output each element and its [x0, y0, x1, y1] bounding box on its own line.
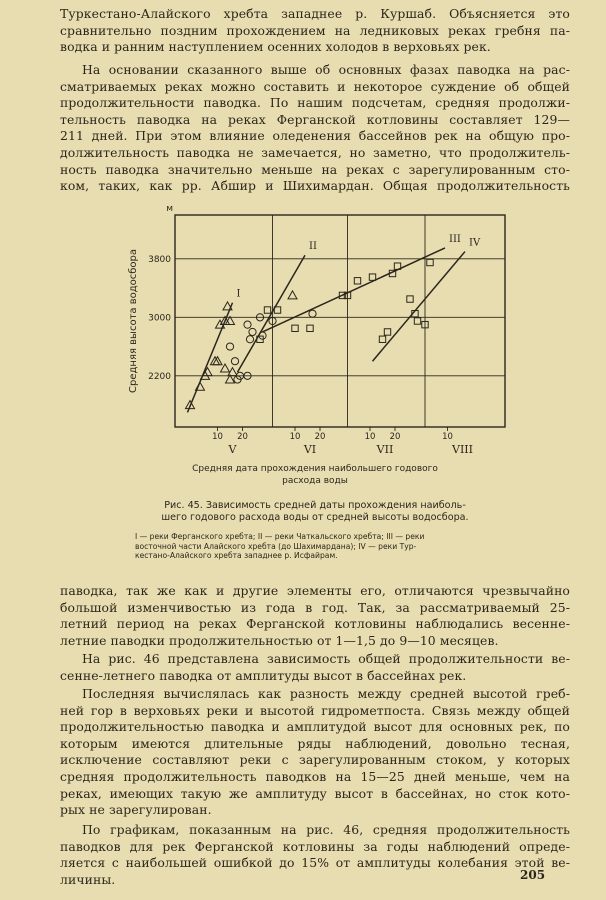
top-paragraph	[60, 6, 570, 56]
circle-point	[244, 321, 251, 328]
text-line: 211 дней. При этом влияние оледенения бассейнов рек на общую про-	[60, 128, 570, 144]
y-axis-title: Средняя высота водосбора	[128, 249, 139, 393]
x-tick-label: 20	[389, 432, 401, 442]
square-point	[414, 318, 420, 324]
y-tick-label: 3800	[148, 254, 171, 265]
circle-point	[249, 328, 256, 335]
scatter-chart	[120, 195, 510, 467]
x-axis-title-line-2: расхода воды	[282, 476, 348, 486]
square-point	[307, 325, 313, 331]
x-tick-label: 10	[212, 432, 223, 442]
figure-caption	[135, 500, 495, 524]
text-line: паводков для рек Ферганской котловины за годы наблюдений опреде-	[60, 838, 570, 854]
circle-point	[231, 358, 238, 365]
fit-line-label: II	[309, 241, 317, 253]
square-point	[369, 274, 375, 280]
x-axis-title-line-1: Средняя дата прохождения наибольшего годового	[192, 464, 438, 474]
text-line: которым имеются длительные ряды наблюдений, довольно тесная,	[60, 735, 570, 751]
text-line: ней гор в верховьях реки и высотой гидрометпоста. Связь между общей	[60, 702, 570, 718]
text-line: сравнительно поздним прохождением на ледниковых реках гребня па-	[60, 22, 570, 38]
fit-line-i	[188, 303, 233, 413]
legend-line: кестано-Алайского хребта западнее р. Исфайрам.	[135, 551, 338, 561]
square-point	[354, 278, 360, 284]
square-point	[292, 325, 298, 331]
circle-point	[246, 336, 253, 343]
square-point	[427, 259, 433, 265]
y-unit-label: м	[166, 204, 173, 214]
text-line: реках, имеющих такую же амплитуду высот в бассейнах, но сток кото-	[60, 785, 570, 801]
text-line: По графикам, показанным на рис. 46, средняя продолжительность	[82, 822, 570, 837]
text-line: паводка, так же как и другие элементы его, отличаются чрезвычайно	[60, 583, 570, 598]
text-line: сенне-летнего паводка от амплитуды высот в бассейнах рек.	[60, 667, 467, 683]
text-line: Последняя вычислялась как разность между средней высотой греб-	[82, 686, 570, 701]
text-line: рых не зарегулирован.	[60, 802, 212, 818]
figure-legend	[135, 532, 495, 561]
text-line: исключение составляют реки с зарегулированным стоком, у которых	[60, 752, 570, 768]
page-number: 205	[520, 868, 546, 882]
x-axis-title	[175, 463, 455, 487]
x-tick-label: 10	[442, 432, 453, 442]
text-line: ком, таких, как рр. Абшир и Шихимардан. Общая продолжительность	[60, 178, 570, 194]
fit-line-iv	[373, 252, 466, 362]
circle-point	[309, 310, 316, 317]
second-paragraph	[60, 62, 570, 195]
square-point	[264, 307, 270, 313]
text-line: ность паводка значительно меньше на реках с зарегулированным сто-	[60, 161, 570, 177]
x-tick-label: 20	[237, 432, 248, 442]
text-line: тельность паводка на реках Ферганской котловины составляет 129—	[60, 111, 570, 127]
text-line: На рис. 46 представлена зависимость общей продолжительности ве-	[82, 651, 570, 666]
fit-line-label: III	[449, 233, 461, 245]
text-line: продолжительностью паводка и амплитудой высот для основных рек, по	[60, 719, 570, 735]
figure-caption-line-1: Рис. 45. Зависимость средней даты прохождения наиболь-	[164, 500, 466, 511]
month-label: VII	[376, 443, 394, 456]
text-line: летний период на реках Ферганской котловины наблюдались весенне-	[60, 616, 570, 632]
bottom-paragraph-2	[60, 651, 570, 684]
fit-line-label: I	[236, 288, 241, 300]
text-line: водка и ранним наступлением осенних холодов в верховьях рек.	[60, 39, 491, 55]
triangle-point	[221, 364, 230, 372]
square-point	[379, 336, 385, 342]
month-label: V	[228, 443, 237, 456]
x-tick-label: 20	[314, 432, 326, 442]
legend-line: восточной части Алайского хребта (до Шахимардана); IV — реки Тур-	[135, 541, 417, 551]
text-line: сматриваемых реках можно составить и некоторое суждение об общей	[60, 78, 570, 94]
figure-caption-line-2: шего годового расхода воды от средней высоты водосбора.	[161, 512, 469, 523]
square-point	[407, 296, 413, 302]
text-line: ляется с наибольшей ошибкой до 15% от амплитуды колебания этой ве-	[60, 855, 570, 871]
triangle-point	[288, 291, 297, 299]
y-tick-label: 3000	[148, 313, 171, 324]
fit-line-iii	[263, 248, 446, 332]
text-line: На основании сказанного выше об основных фазах паводка на рас-	[82, 62, 570, 77]
month-label: VIII	[452, 443, 473, 456]
square-point	[384, 329, 390, 335]
legend-line: I — реки Ферганского хребта; II — реки Чаткальского хребта; III — реки	[135, 532, 425, 541]
bottom-paragraph-1	[60, 583, 570, 649]
fit-line-ii	[238, 255, 306, 372]
bottom-paragraph-3	[60, 686, 570, 819]
text-line: личины.	[60, 871, 116, 887]
text-line: средняя продолжительность паводков на 15—25 дней меньше, чем на	[60, 768, 570, 784]
fit-line-label: IV	[469, 237, 481, 249]
text-line: продолжительности паводка. По нашим подсчетам, средняя продолжи-	[60, 95, 570, 111]
text-line: должительность паводка не замечается, но заметно, что продолжитель-	[60, 144, 570, 160]
text-line: Туркестано-Алайского хребта западнее р. Куршаб. Объясняется это	[60, 6, 570, 21]
bottom-paragraph-4	[60, 822, 570, 888]
y-tick-label: 2200	[148, 371, 171, 382]
text-line: летние паводки продолжительностью от 1—1,5 до 9—10 месяцев.	[60, 632, 499, 648]
x-tick-label: 10	[289, 432, 301, 442]
month-label: VI	[303, 443, 317, 456]
x-tick-label: 10	[364, 432, 376, 442]
text-line: большой изменчивостью из года в год. Так, за рассматриваемый 25-	[60, 599, 570, 615]
circle-point	[226, 343, 233, 350]
